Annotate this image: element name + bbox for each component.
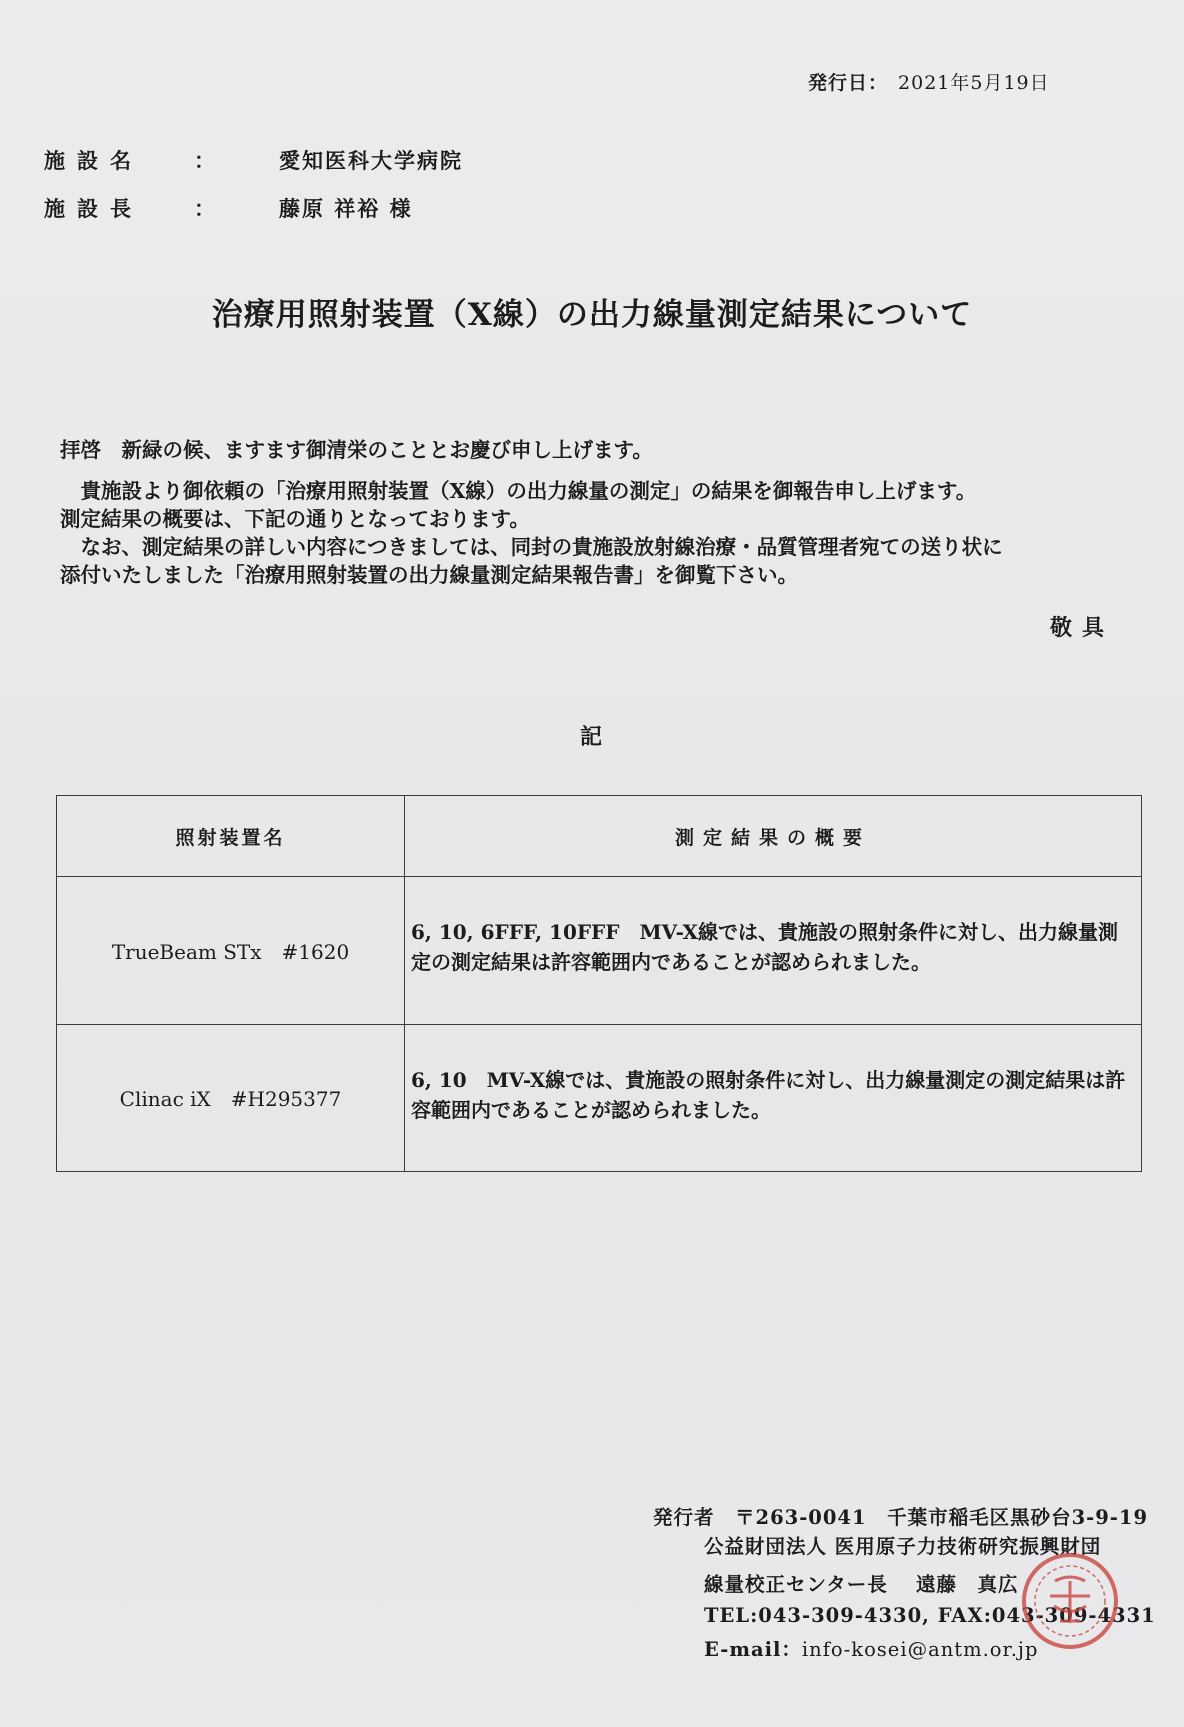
issue-date-label: 発行日：	[808, 72, 889, 94]
device-name-cell: Clinac iX #H295377	[57, 1024, 405, 1172]
issuer-organization: 公益財団法人 医用原子力技術研究振興財団	[704, 1535, 1102, 1558]
facility-name-label: 施設名	[44, 148, 143, 173]
facility-name-value: 愛知医科大学病院	[279, 148, 463, 173]
device-name-cell: TrueBeam STx #1620	[57, 877, 405, 1025]
issuer-director: 線量校正センター長 遠藤 真広	[704, 1573, 1019, 1596]
table-row	[57, 877, 1142, 1025]
closing-phrase: 敬具	[1050, 615, 1115, 641]
facility-head-value: 藤原 祥裕 様	[279, 196, 413, 221]
issuer-phone-fax: TEL:043-309-4330, FAX:043-309-4331	[704, 1604, 1156, 1627]
section-marker: 記	[580, 724, 603, 750]
issuer-email-line	[704, 1634, 1038, 1662]
document-title: 治療用照射装置（X線）の出力線量測定結果について	[211, 297, 973, 333]
facility-name-colon: ：	[194, 148, 215, 173]
facility-head-row	[44, 193, 413, 223]
issuer-address: 発行者 〒263-0041 千葉市稲毛区黒砂台3-9-19	[653, 1506, 1149, 1529]
official-seal-stamp	[1020, 1551, 1120, 1651]
table-header-row	[57, 796, 1142, 877]
header-device: 照射装置名	[57, 796, 405, 877]
issue-date-value: 2021年5月19日	[898, 72, 1050, 94]
greeting-paragraph: 拝啓 新緑の候、ますます御清栄のこととお慶び申し上げます。	[60, 438, 653, 462]
body-paragraph-3: なお、測定結果の詳しい内容につきましては、同封の貴施設放射線治療・品質管理者宛ての送り状に	[60, 535, 1003, 559]
issuer-email-label: E-mail：	[704, 1638, 802, 1661]
facility-head-label: 施設長	[44, 196, 143, 221]
body-paragraph-2: 測定結果の概要は、下記の通りとなっております。	[60, 507, 530, 531]
summary-cell: 6, 10, 6FFF, 10FFF MV-X線では、貴施設の照射条件に対し、出力線量測定の測定結果は許容範囲内であることが認められました。	[405, 877, 1142, 1025]
header-summary: 測定結果の概要	[405, 796, 1142, 877]
issuer-email: info-kosei@antm.or.jp	[801, 1638, 1039, 1661]
results-table	[56, 795, 1142, 1172]
facility-name-row	[44, 145, 463, 175]
facility-head-colon: ：	[194, 196, 215, 221]
table-row	[57, 1024, 1142, 1172]
body-paragraph-4: 添付いたしました「治療用照射装置の出力線量測定結果報告書」を御覧下さい。	[60, 563, 798, 587]
body-paragraph-1: 貴施設より御依頼の「治療用照射装置（X線）の出力線量の測定」の結果を御報告申し上げます。	[60, 479, 977, 503]
issue-date	[808, 68, 1050, 95]
summary-cell: 6, 10 MV-X線では、貴施設の照射条件に対し、出力線量測定の測定結果は許容範囲内であることが認められました。	[405, 1024, 1142, 1172]
